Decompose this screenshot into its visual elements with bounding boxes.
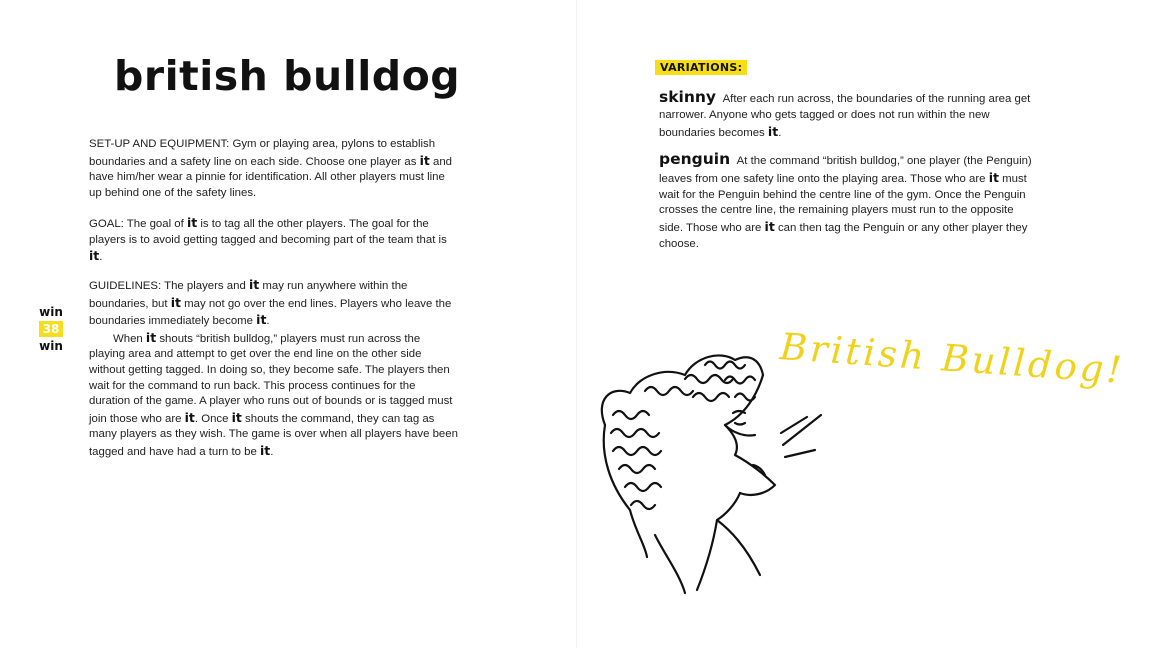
section-tab-bottom: win bbox=[39, 339, 63, 353]
goal-paragraph: GOAL: The goal of it is to tag all the other players. The goal for the players is to avoid getting tagged and becoming part of the team that is it. bbox=[89, 215, 447, 264]
it-term: it bbox=[260, 442, 271, 458]
it-term: it bbox=[764, 219, 775, 235]
guidelines-paragraph: GUIDELINES: The players and it may run anywhere within the boundaries, but it may not go over the end lines. Players who leave the boundaries immediately become it. When it shouts “british bulldog,” players must run across the playing area and attempt to get over the end line on the other side without getting tagged. In doing so, they become safe. The players then wait for the command to run back. This process continues for the duration of the game. A player who runs out of bounds or is tagged must join those who are it. Once it shouts the command, they can tag as many players as they wish. The game is over when all players have been tagged and have had a turn to be it. bbox=[89, 277, 458, 458]
it-term: it bbox=[988, 169, 999, 185]
it-term: it bbox=[145, 329, 157, 345]
it-term: it bbox=[186, 215, 198, 230]
variation-penguin: penguin At the command “british bulldog,” one player (the Penguin) leaves from one safety line onto the playing area. Those who are it must wait for the Penguin behind the centre line of the gym. Once the Penguin crosses the centre line, the remaining players must run to the opposite side. Those who are it can then tag the Penguin or any other player they choose. bbox=[659, 150, 1032, 250]
it-term: it bbox=[170, 294, 181, 310]
page-number: 38 bbox=[39, 321, 63, 337]
it-term: it bbox=[767, 123, 779, 139]
variation-skinny: skinny After each run across, the boundaries of the running area get narrower. Anyone who gets tagged or does not run within the new boundaries becomes it. bbox=[659, 88, 1031, 139]
it-term: it bbox=[419, 152, 430, 168]
shout-caption: British Bulldog! bbox=[778, 325, 1126, 393]
it-term: it bbox=[231, 409, 242, 425]
setup-paragraph: SET-UP AND EQUIPMENT: Gym or playing area, pylons to establish boundaries and a safety line on each side. Choose one player as it and have him/her wear a pinnie for identification. All other players must line up behind one of the safety lines. bbox=[89, 138, 452, 199]
variation-name: penguin bbox=[659, 150, 731, 168]
section-tab-top: win bbox=[39, 305, 63, 319]
it-term: it bbox=[89, 248, 100, 264]
it-term: it bbox=[184, 409, 195, 425]
section-tab bbox=[39, 305, 63, 353]
it-term: it bbox=[248, 277, 260, 292]
variations-label: VARIATIONS: bbox=[655, 60, 747, 75]
page-title: british bulldog bbox=[114, 52, 461, 100]
variation-name: skinny bbox=[659, 88, 717, 106]
it-term: it bbox=[256, 312, 267, 328]
